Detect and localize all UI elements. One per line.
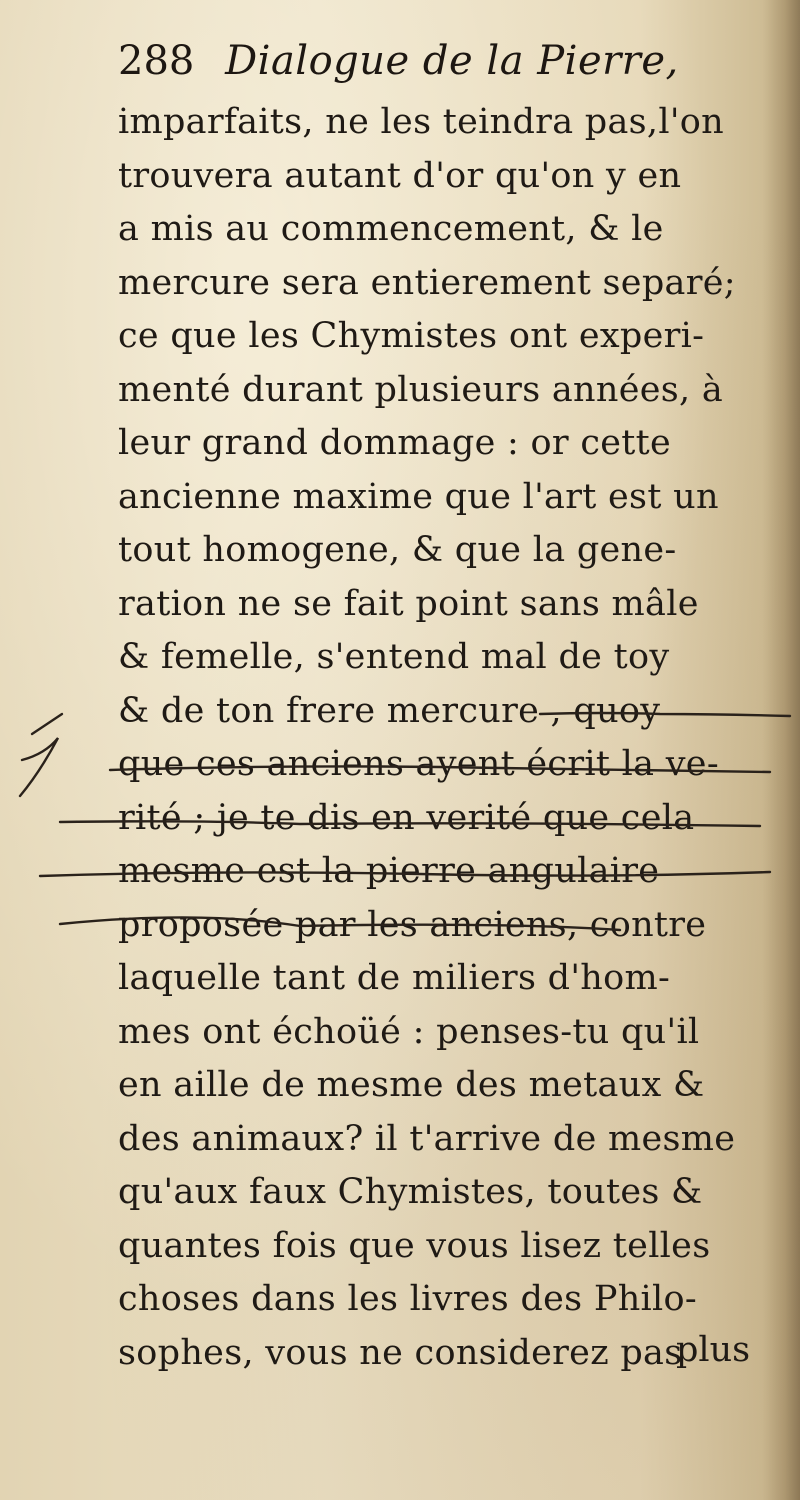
text-line: quantes fois que vous lisez telles	[118, 1225, 711, 1266]
text-line: proposée par les anciens, contre	[118, 904, 707, 945]
text-line: menté durant plusieurs années, à	[118, 369, 724, 410]
text-line: mercure sera entierement separé;	[118, 262, 736, 303]
running-head	[118, 38, 679, 84]
text-line: a mis au commencement, & le	[118, 209, 664, 249]
text-line: mes ont échoüé : penses-tu qu'il	[118, 1011, 700, 1052]
text-line: & de ton frere mercure , quoy	[118, 690, 661, 731]
text-line: des animaux? il t'arrive de mesme	[118, 1118, 736, 1159]
running-title: Dialogue de la Pierre,	[225, 38, 679, 84]
text-line: ancienne maxime que l'art est un	[118, 476, 719, 517]
text-line: rité ; je te dis en verité que cela	[118, 797, 695, 838]
text-line: qu'aux faux Chymistes, toutes &	[118, 1172, 703, 1212]
text-line: en aille de mesme des metaux &	[118, 1065, 705, 1105]
text-line: imparfaits, ne les teindra pas,l'on	[118, 102, 724, 142]
body-text	[118, 96, 768, 1380]
text-line: tout homogene, & que la gene-	[118, 530, 677, 570]
text-line: choses dans les livres des Philo-	[118, 1279, 698, 1319]
text-line: sophes, vous ne considerez pas	[118, 1332, 683, 1373]
text-line: ration ne se fait point sans mâle	[118, 583, 699, 624]
catchword: plus	[676, 1330, 751, 1370]
text-line: laquelle tant de miliers d'hom-	[118, 958, 671, 998]
text-line: ce que les Chymistes ont experi-	[118, 316, 705, 356]
text-line: & femelle, s'entend mal de toy	[118, 637, 670, 677]
text-line: mesme est la pierre angulaire	[118, 851, 660, 891]
text-line: leur grand dommage : or cette	[118, 423, 672, 463]
text-line: trouvera autant d'or qu'on y en	[118, 155, 682, 196]
page-number: 288	[118, 38, 195, 84]
text-line: que ces anciens ayent écrit la ve-	[118, 744, 719, 784]
